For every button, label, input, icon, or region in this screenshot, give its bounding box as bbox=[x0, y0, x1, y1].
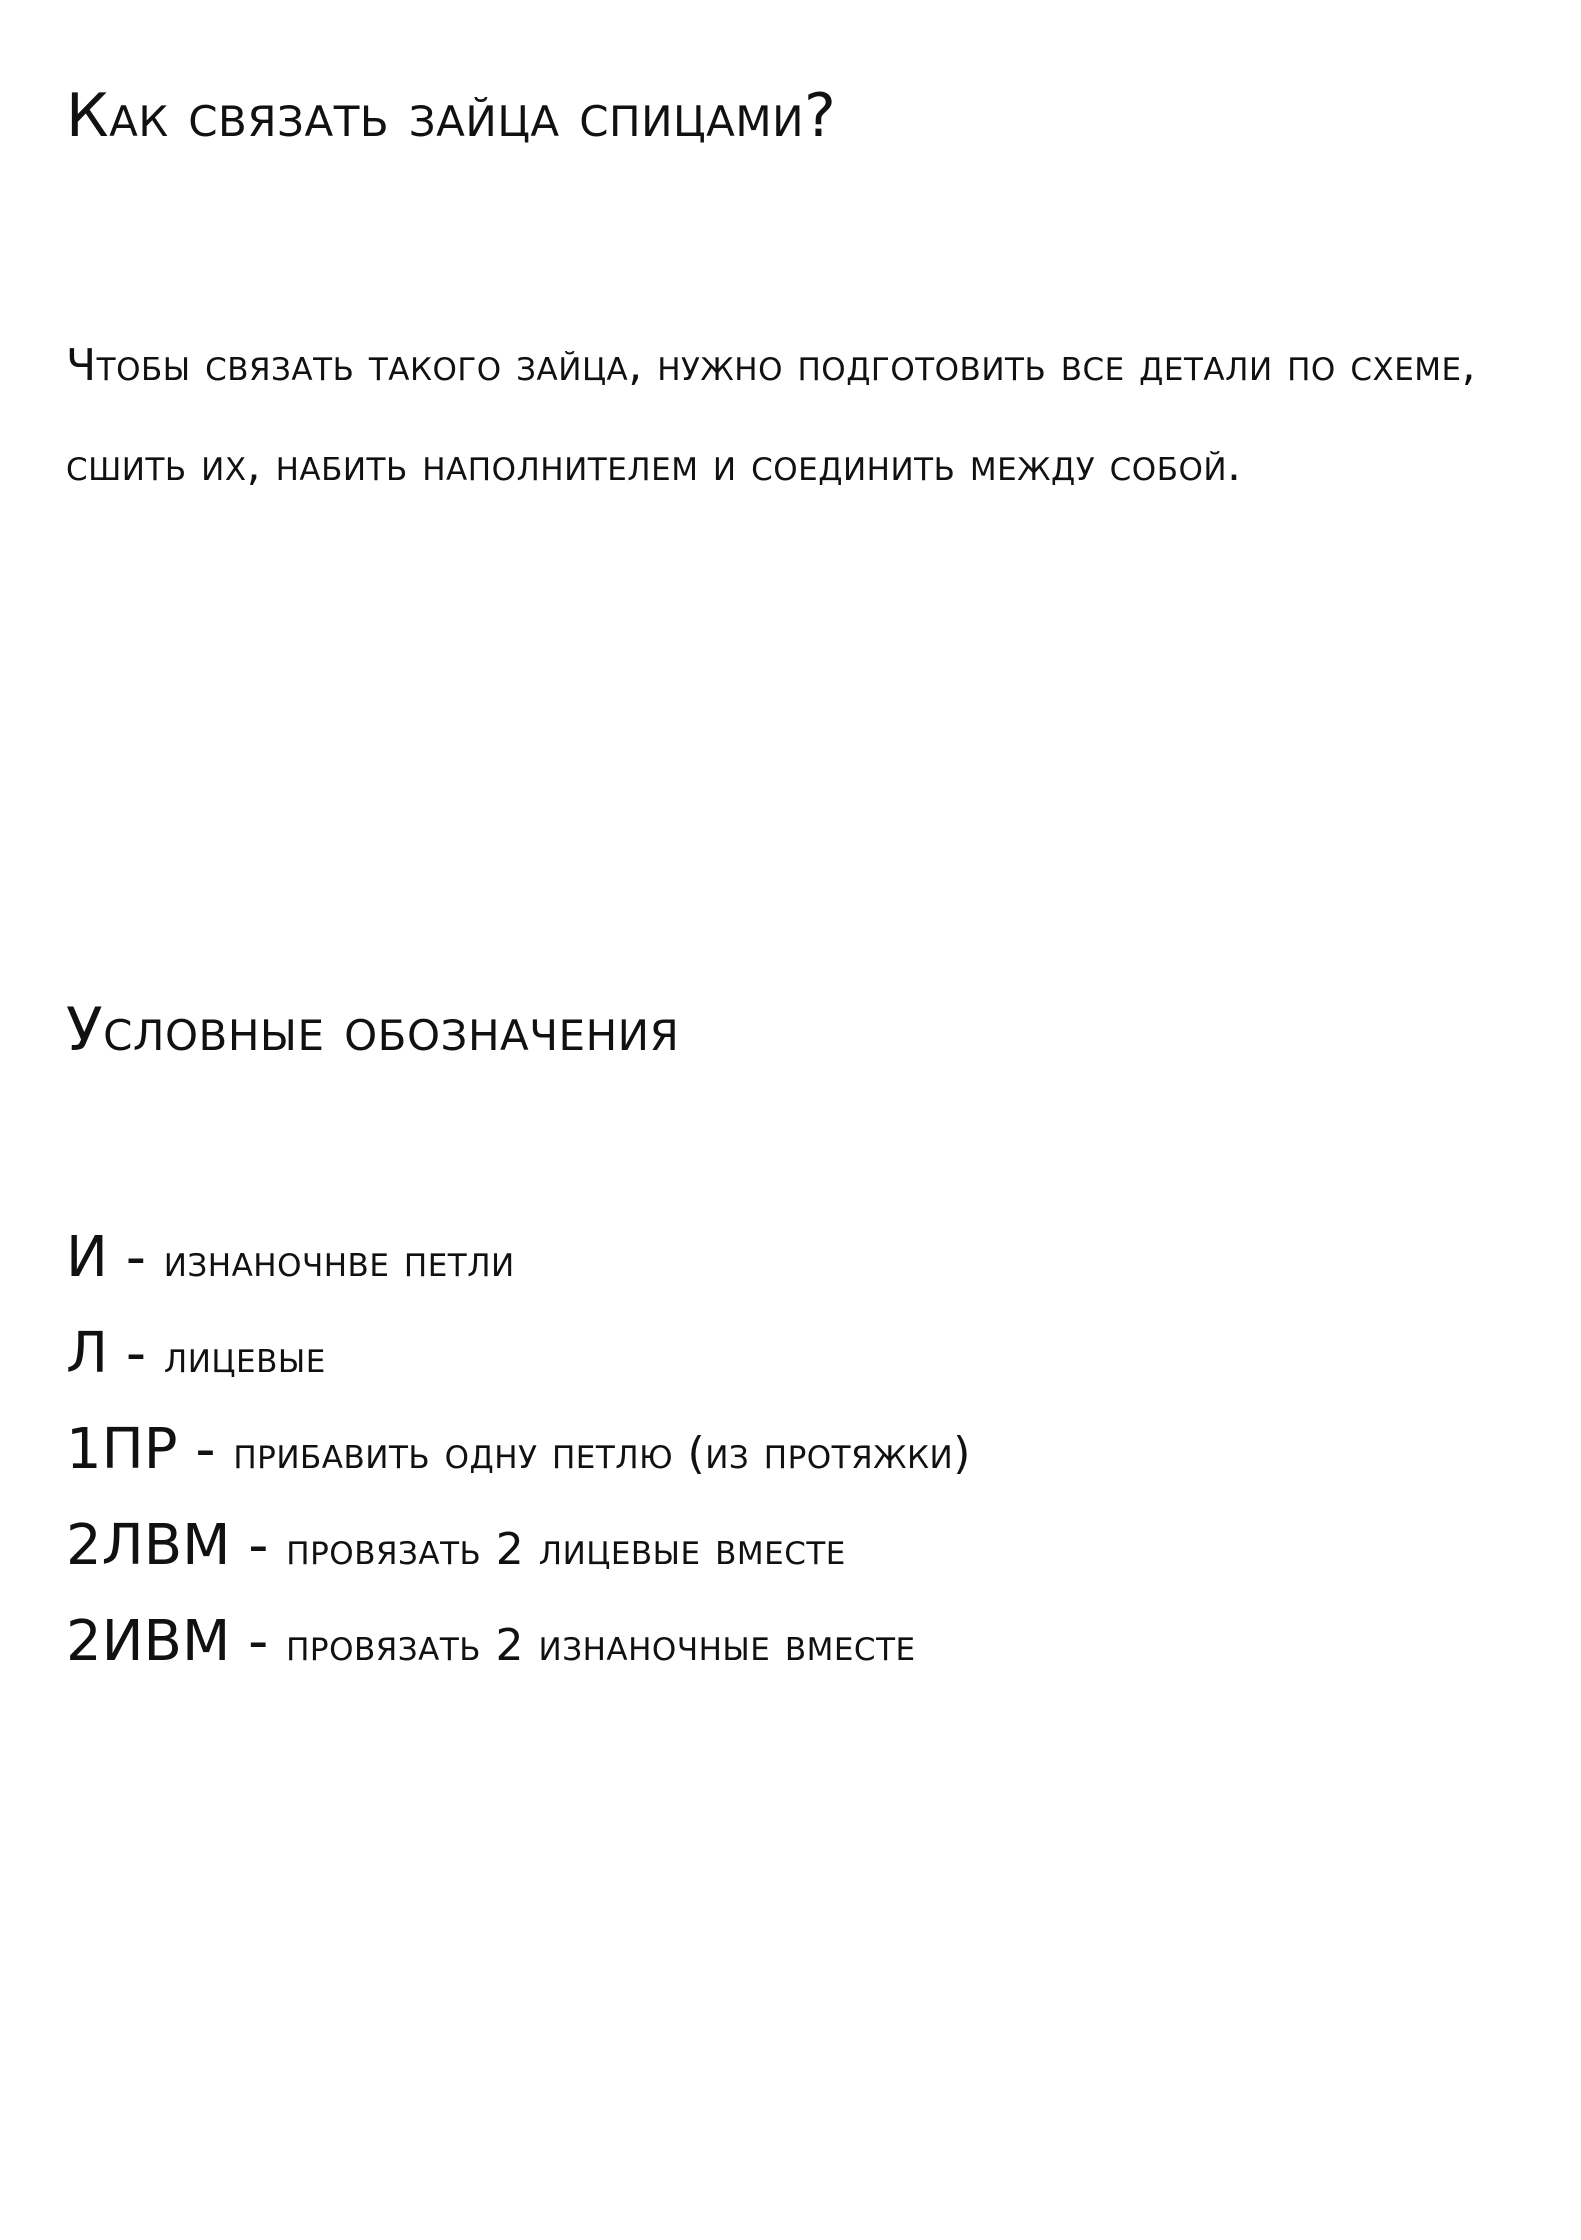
legend-abbr: 2ЛВМ bbox=[66, 1513, 231, 1578]
legend-abbr: Л bbox=[66, 1321, 109, 1386]
legend-abbr: И bbox=[66, 1225, 108, 1290]
legend-item bbox=[66, 1402, 1526, 1498]
legend-item bbox=[66, 1594, 1526, 1690]
legend-item bbox=[66, 1498, 1526, 1594]
legend-dash: - bbox=[230, 1513, 287, 1578]
legend-description: провязать 2 лицевые вместе bbox=[286, 1524, 846, 1575]
legend-list bbox=[66, 1210, 1526, 1690]
legend-description: прибавить одну петлю (из протяжки) bbox=[233, 1428, 971, 1479]
legend-description: изнаночнве петли bbox=[163, 1236, 515, 1287]
legend-item bbox=[66, 1210, 1526, 1306]
legend-description: лицевые bbox=[163, 1332, 326, 1383]
legend-description: провязать 2 изнаночные вместе bbox=[286, 1620, 916, 1671]
legend-title: Условные обозначения bbox=[66, 995, 680, 1065]
legend-abbr: 1ПР bbox=[66, 1417, 178, 1482]
page-title: Как связать зайца спицами? bbox=[66, 81, 837, 151]
legend-dash: - bbox=[108, 1321, 164, 1386]
legend-abbr: 2ИВМ bbox=[66, 1609, 231, 1674]
legend-dash: - bbox=[177, 1417, 234, 1482]
legend-item bbox=[66, 1306, 1526, 1402]
legend-dash: - bbox=[107, 1225, 164, 1290]
legend-dash: - bbox=[230, 1609, 287, 1674]
intro-paragraph: Чтобы связать такого зайца, нужно подготовить все детали по схеме, сшить их, набить наполнителем и соединить между собой. bbox=[66, 340, 1477, 491]
